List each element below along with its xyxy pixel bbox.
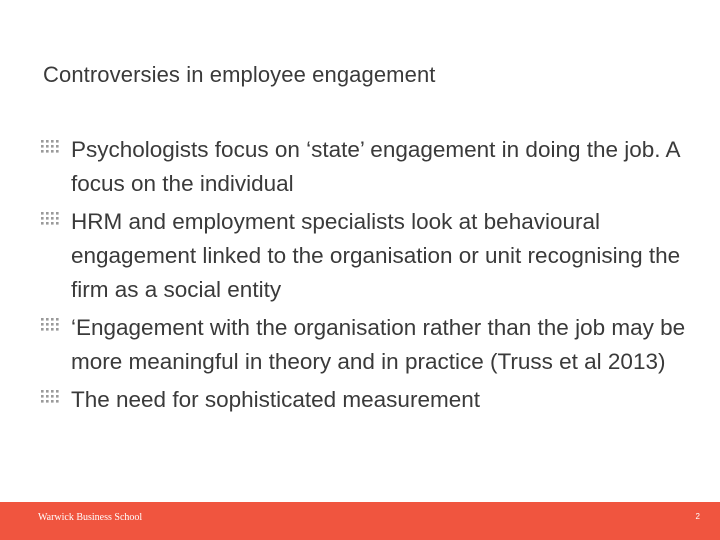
dot-grid-bullet-icon bbox=[40, 139, 60, 155]
footer-bar bbox=[0, 502, 720, 540]
bullet-text: HRM and employment specialists look at behavioural engagement linked to the organisation or unit recognising the firm as a social entity bbox=[71, 209, 681, 302]
bullet-list bbox=[40, 133, 700, 421]
dot-grid-bullet-icon bbox=[40, 211, 60, 227]
page-number: 2 bbox=[695, 512, 700, 521]
bullet-item bbox=[40, 311, 700, 379]
bullet-item bbox=[40, 383, 700, 417]
footer-organization: Warwick Business School bbox=[38, 512, 143, 523]
dot-grid-bullet-icon bbox=[40, 317, 60, 333]
bullet-text: The need for sophisticated measurement bbox=[71, 387, 480, 412]
slide-title: Controversies in employee engagement bbox=[43, 62, 436, 87]
bullet-text: ‘Engagement with the organisation rather than the job may be more meaningful in theory and in practice (Truss et al 2013) bbox=[71, 315, 686, 374]
bullet-item bbox=[40, 133, 700, 201]
bullet-text: Psychologists focus on ‘state’ engagement in doing the job. A focus on the individual bbox=[71, 137, 680, 196]
bullet-item bbox=[40, 205, 700, 307]
dot-grid-bullet-icon bbox=[40, 389, 60, 405]
